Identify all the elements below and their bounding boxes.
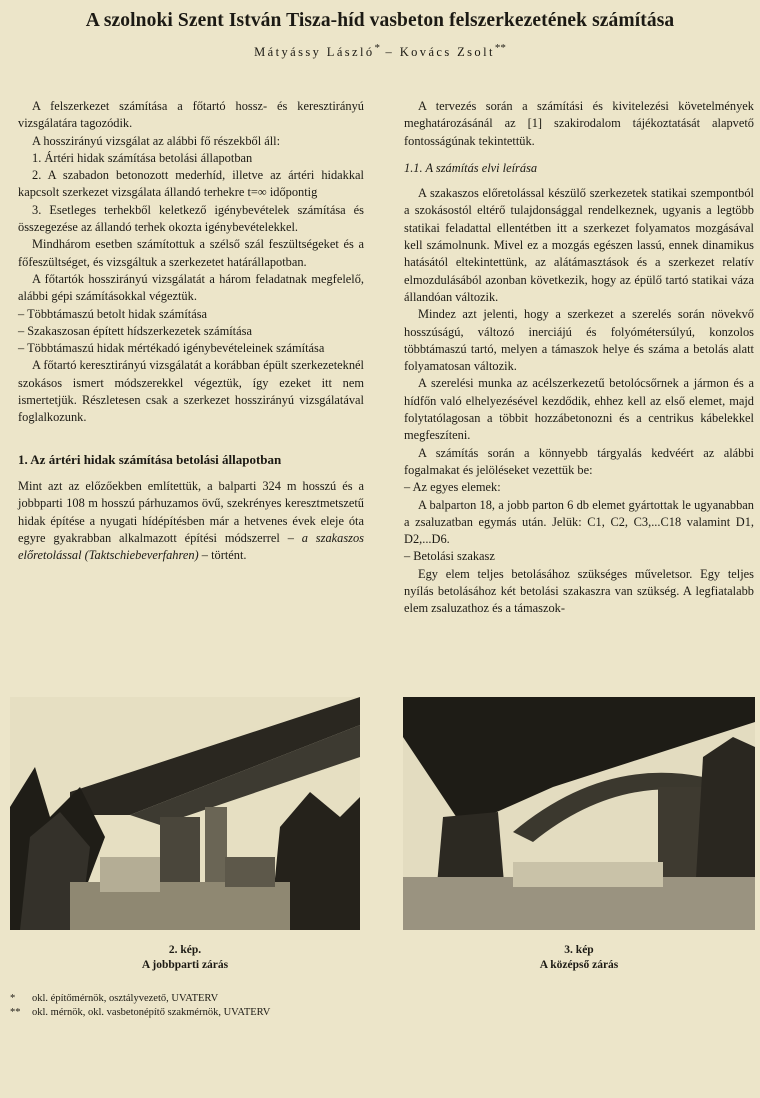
paragraph-text: – történt. [198,548,247,563]
list-item: – Az egyes elemek: [404,480,501,495]
paragraph: A felszerkezet számítása a főtartó hossz- és keresztirányú vizsgálatára tagozódik. [18,99,364,131]
author-1-mark: * [374,42,381,54]
paragraph [18,478,364,564]
right-column [404,98,754,618]
footnote-mark: ** [10,1007,21,1018]
footnote-text: okl. építőmérnök, osztályvezető, UVATERV [32,993,219,1004]
figure-2-title: A jobbparti zárás [141,959,229,971]
figure-3-photo [403,697,755,930]
paragraph: A szakaszos előretolással készülő szerkezetek statikai szempontból a szokásostól eltérő tulajdonsággal rendelkeznek, ugyanis a legtöbb statikai feladattal ellentétben itt a szerkezet folyamatos mozgásával kell számolnunk. Mivel ez a mozgás egészen lassú, ennek dinamikus hatásától eltekintettünk, az alátámasztások és a szerkezet relatív elmozdulásából azonban következik, hogy az épülő tartó statikai váza állandóan változik. [404,186,754,304]
author-line [0,42,760,60]
footnote [10,992,218,1006]
paragraph: A tervezés során a számítási és kivitelezési követelmények meghatározásánál az [1] szakirodalom tájékoztatását alapvető fontosságúnak tekintettük. [404,99,754,148]
figure-2-photo [10,697,360,930]
author-separator: – [380,45,400,60]
subsection-heading: 1.1. A számítás elvi leírása [404,160,538,175]
list-item: 3. Esetleges terhekből keletkező igénybevételek számítása és összegezése az állandó terhek okozta igénybevételekkel. [18,202,364,235]
paragraph: A számítás során a könnyebb tárgyalás kedvéért az alábbi fogalmakat és jelöléseket vezettük be: [404,445,754,477]
list-item: 1. Ártéri hidak számítása betolási állapotban [32,150,253,165]
list-item: – Betolási szakasz [404,549,495,564]
figure-3-caption [403,943,755,973]
paragraph-text: Mint azt az előzőekben említettük, a balparti 324 m hosszú és a jobbparti 108 m hosszú párhuzamos övű, szekrényes keresztmetszetű hidak építése a nyugati hídépítésben már a hetvenes évek eleje óta egyre gyakrabban alkalmazott építési módszerrel – [18,478,364,545]
footnote-mark: * [10,993,16,1004]
author-1: Mátyássy László [254,45,375,60]
figure-3-title: A középső zárás [539,959,619,971]
paragraph: Mindhárom esetben számítottuk a szélső szál feszültségeket és a főfeszültséget, és vizsgáltuk a szerkezetet határállapotban. [18,237,364,269]
list-item: – Többtámaszú betolt hidak számítása [18,306,208,321]
paragraph: A főtartók hosszirányú vizsgálatát a három feladatnak megfelelő, alábbi gépi számításokkal végeztük. [18,271,364,304]
author-2: Kovács Zsolt [399,45,495,60]
list-item: – Szakaszosan épített hídszerkezetek számítása [18,323,252,338]
article-title: A szolnoki Szent István Tisza-híd vasbeton felszerkezetének számítása [85,10,675,31]
paragraph: Egy elem teljes betolásához szükséges műveletsor. Egy teljes nyílás betolásához két betolási szakaszra van szükség. A legfiatalabb elem zsaluzathoz és a támaszok- [404,566,754,616]
figure-3-number: 3. kép [564,944,594,956]
author-2-mark: ** [494,42,506,54]
paragraph: A balparton 18, a jobb parton 6 db elemet gyártottak le ugyanabban a zsaluzatban egymás után. Jelük: C1, C2, C3,...C18 valamint D1, D2,...D6. [404,497,754,547]
figure-2-caption [10,943,360,973]
paragraph: A hosszirányú vizsgálat az alábbi fő részekből áll: [32,133,281,148]
left-column [18,98,364,564]
footnote-text: okl. mérnök, okl. vasbetonépítő szakmérnök, UVATERV [32,1007,271,1018]
paragraph-italic-text: a szakaszos előretolással (Taktschiebeverfahren) [18,530,364,563]
footnote [10,1006,270,1020]
paragraph: A főtartó keresztirányú vizsgálatát a korábban épült szerkezeteknél szokásos ismert módszerekkel végeztük, így ezeket itt nem ismertetjük. Részletesen csak a szerkezet hosszirányú vizsgálatával foglalkozunk. [18,358,364,425]
list-item: 2. A szabadon betonozott mederhíd, illetve az ártéri hidakkal kapcsolt szerkezet vizsgálata állandó terhekre t=∞ időpontig [18,168,364,200]
section-heading: 1. Az ártéri hidak számítása betolási állapotban [18,451,282,467]
paragraph: A szerelési munka az acélszerkezetű betolócsőrnek a jármon és a hídfőn való elhelyezésével kezdődik, ehhez kell az első elemet, majd folytatólagosan a többit hozzábetonozni és a centrikus kábelekkel megfeszíteni. [404,376,754,443]
list-item: – Többtámaszú hidak mértékadó igénybevételeinek számítása [18,341,325,356]
paragraph: Mindez azt jelenti, hogy a szerkezet a szerelés során növekvő hosszúságú, változó inerciájú és folyómétersúlyú, konzolos többtámaszú tartó, melyen a támaszok helye és száma a betolás alatt folyamatosan változik. [404,307,754,374]
figure-2-number: 2. kép. [168,944,202,956]
